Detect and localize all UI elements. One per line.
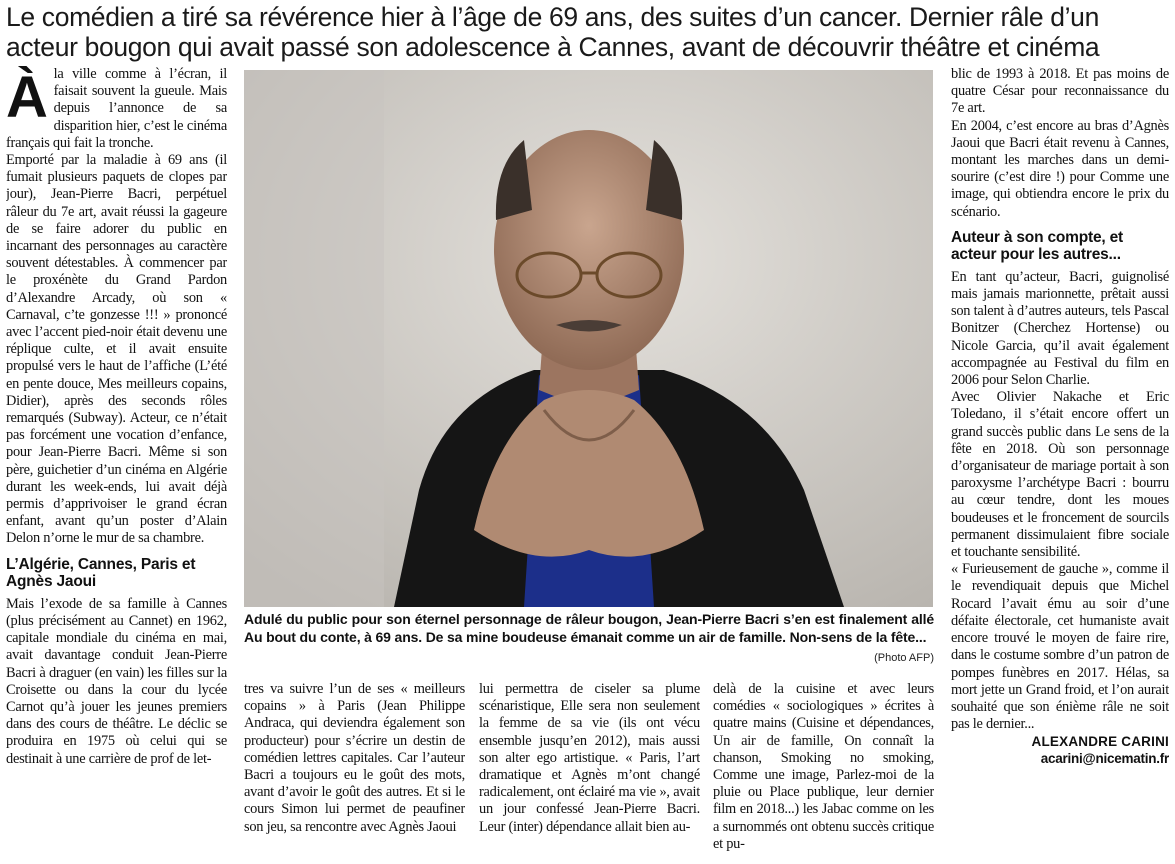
col5-paragraph-5: « Furieusement de gauche », comme il le revendiquait depuis que Michel Rocard l’avait ému au soir d’une défaite électorale, cet humaniste avait encore trouvé le moyen de faire rire, dans le costume sombre d’un patron de pompes funèbres en 2017. Hélas, sa mort jette un Grand froid, et l’on aurait souhaité que son énième râle ne soit pas le dernier... (951, 561, 1169, 733)
col5-paragraph-1: blic de 1993 à 2018. Et pas moins de quatre César pour reconnaissance du 7e art. (951, 66, 1169, 117)
portrait-illustration (244, 70, 933, 607)
col1-paragraph-3: Mais l’exode de sa famille à Cannes (plus précisément au Cannet) en 1962, capitale mondiale du cinéma en mai, avait davantage conduit Jean-Pierre Bacri à draguer (en vain) les filles sur la Croisette ou dans la cour du lycée Carnot qu’à jouer les jeunes premiers dans des cours de théâtre. Le déclic se produira en 1975 où celui qui se destinait à une carrière de prof de let- (6, 595, 227, 767)
column-4 (713, 681, 934, 862)
col4-paragraph: delà de la cuisine et avec leurs comédies « sociologiques » écrites à quatre mains (Cuisine et dépendances, Un air de famille, On connaît la chanson, Smoking no smoking, Comme une image, Parlez-moi de la pluie ou Place publique, leur dernier film en 2018...) les Jabac comme on les a surnommés ont obtenu succès critique et pu- (713, 681, 934, 852)
subhead-algerie: L’Algérie, Cannes, Paris et Agnès Jaoui (6, 555, 196, 590)
col1-paragraph-1: la ville comme à l’écran, il faisait souvent la gueule. Mais depuis l’annonce de sa disparition hier, c’est le cinéma français qui fait la tronche. (6, 66, 227, 151)
photo-credit: (Photo AFP) (874, 652, 934, 664)
headline (6, 2, 1171, 62)
col5-paragraph-2: En 2004, c’est encore au bras d’Agnès Jaoui que Bacri était revenu à Cannes, montant les marches dans un demi-sourire (c’est dire !) pour Comme une image, qui obtiendra encore le prix du scénario. (951, 117, 1169, 220)
author-email[interactable]: acarini@nicematin.fr (1040, 751, 1169, 767)
column-3 (479, 681, 700, 862)
headline-line-1: Le comédien a tiré sa révérence hier à l’âge de 69 ans, des suites d’un cancer. Dernier râle d’un (6, 2, 1099, 32)
subhead-auteur: Auteur à son compte, et acteur pour les autres... (951, 228, 1123, 263)
col1-paragraph-2: Emporté par la maladie à 69 ans (il fumait plusieurs paquets de clopes par jour), Jean-Pierre Bacri, perpétuel râleur du 7e art, avait réussi la gageure de se faire adorer du public en incarnant des personnages au caractère souvent détestables. À commencer par le proxénète du Grand Pardon d’Alexandre Arcady, où son « Carnaval, c’te gonzesse !!! » prononcé avec l’accent pied-noir était devenu une réplique culte, et il avait ensuite propulsé vers le haut de l’affiche (L’été en pente douce, Mes meilleurs copains, Didier), après des seconds rôles remarqués (Subway). Acteur, ce n’était pas forcément une vocation d’enfance, pour Jean-Pierre Bacri. Même si son père, guichetier d’un cinéma en Algérie durant les week-ends, lui avait déjà permis d’apprivoiser le grand écran enfant, avant qu’un poster d’Alain Delon n’orne le mur de sa chambre. (6, 152, 227, 547)
column-5 (951, 66, 1169, 862)
col2-paragraph: tres va suivre l’un de ses « meilleurs copains » à Paris (Jean Philippe Andraca, qui deviendra également son producteur) pour s’écrire un destin de comédien lettres capitales. Car l’auteur Bacri a toujours eu le goût des mots, avant d’avoir le goût des autres. Et si le cours Simon lui permet de peaufiner son jeu, sa rencontre avec Agnès Jaoui (244, 681, 465, 835)
headline-line-2: acteur bougon qui avait passé son adolescence à Cannes, avant de découvrir théâtre et cinéma (6, 32, 1100, 62)
col5-paragraph-4: Avec Olivier Nakache et Eric Toledano, il s’était encore offert un grand succès public dans Le sens de la fête en 2018. Où son personnage d’organisateur de mariage portait à son paroxysme l’archétype Bacri : bourru au cœur tendre, dont les moues boudeuses et le froncement de sourcils permanent dissimulaient fibre sociale et touchante sensibilité. (951, 389, 1169, 561)
portrait-photo (244, 70, 933, 607)
column-2 (244, 681, 465, 862)
author-signature: ALEXANDRE CARINI (1031, 734, 1169, 750)
column-1 (6, 66, 227, 862)
col3-paragraph: lui permettra de ciseler sa plume scénaristique, Elle sera non seulement la femme de sa vie (ils ont vécu ensemble jusqu’en 2012), mais aussi son alter ego artistique. « Paris, l’art dramatique et Agnès m’ont changé radicalement, ont éclairé ma vie », avait un jour confessé Jean-Pierre Bacri. Leur (inter) dépendance allait bien au- (479, 681, 700, 835)
caption-text: Adulé du public pour son éternel personnage de râleur bougon, Jean-Pierre Bacri s’en est finalement allé Au bout du conte, à 69 ans. De sa mine boudeuse émanait comme un air de famille. Non-sens de la fête... (244, 611, 934, 645)
photo-caption (244, 611, 934, 646)
col5-paragraph-3: En tant qu’acteur, Bacri, guignolisé mais jamais marionnette, prêtait aussi son talent à d’autres auteurs, tels Pascal Bonitzer (Cherchez Hortense) ou Nicole Garcia, qu’il avait également accompagnée au Festival du film en 2006 pour Selon Charlie. (951, 268, 1169, 389)
dropcap: À (6, 66, 48, 130)
